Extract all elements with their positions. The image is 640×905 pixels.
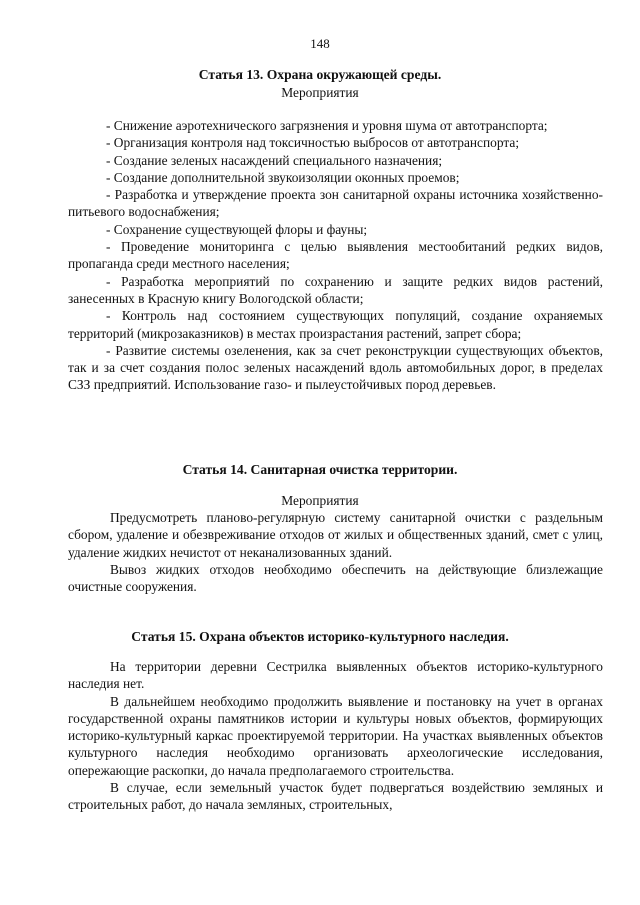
measure-item: - Проведение мониторинга с целью выявления местообитаний редких видов, пропаганда среди местного населения; bbox=[68, 239, 603, 272]
section-15-heading: Статья 15. Охрана объектов историко-культурного наследия. bbox=[131, 629, 509, 644]
section-14-subheading: Мероприятия bbox=[281, 493, 359, 508]
measure-item: - Организация контроля над токсичностью выбросов от автотранспорта; bbox=[106, 135, 520, 151]
body-paragraph: В случае, если земельный участок будет подвергаться воздействию земляных и строительных работ, до начала земляных, строительных, bbox=[68, 780, 603, 813]
measure-item: - Сохранение существующей флоры и фауны; bbox=[106, 221, 368, 237]
body-paragraph: На территории деревни Сестрилка выявленных объектов историко-культурного наследия нет. bbox=[68, 659, 603, 692]
measure-item: - Снижение аэротехнического загрязнения и уровня шума от автотранспорта; bbox=[106, 118, 548, 133]
measure-item: - Создание зеленых насаждений специального назначения; bbox=[106, 152, 443, 168]
section-13-subheading: Мероприятия bbox=[281, 85, 359, 100]
section-14-heading: Статья 14. Санитарная очистка территории. bbox=[182, 462, 458, 477]
section-13-heading: Статья 13. Охрана окружающей среды. bbox=[198, 67, 442, 82]
measure-item: - Разработка и утверждение проекта зон санитарной охраны источника хозяйственно-питьевого водоснабжения; bbox=[68, 187, 603, 220]
measure-item: - Создание дополнительной звукоизоляции оконных проемов; bbox=[106, 169, 460, 185]
section-13-body bbox=[68, 117, 603, 394]
body-paragraph: В дальнейшем необходимо продолжить выявление и постановку на учет в органах государственной охраны памятников истории и культуры новых объектов, формирующих историко-культурный каркас проектируемой территории. На участках выявленных объектов культурного наследия необходимо организовать археологические исследования, опережающие раскопки, до начала предполагаемого строительства. bbox=[68, 693, 603, 778]
section-15-body bbox=[68, 658, 603, 814]
measure-item: - Контроль над состоянием существующих популяций, создание охраняемых территорий (микрозаказников) в местах произрастания растений, запрет сбора; bbox=[68, 308, 603, 341]
page-number: 148 bbox=[310, 36, 330, 51]
section-14-body bbox=[68, 509, 603, 595]
body-paragraph: Предусмотреть планово-регулярную систему санитарной очистки с раздельным сбором, удаление и обезвреживание отходов от жилых и общественных зданий, смет с улиц, удаление жидких нечистот от неканализованных зданий. bbox=[68, 510, 603, 560]
measure-item: - Развитие системы озеленения, как за счет реконструкции существующих объектов, так и за счет создания полос зеленых насаждений вдоль автомобильных дорог, в пределах СЗЗ предприятий. Использование газо- и пылеустойчивых пород деревьев. bbox=[68, 342, 603, 393]
measure-item: - Разработка мероприятий по сохранению и защите редких видов растений, занесенных в Красную книгу Вологодской области; bbox=[68, 273, 603, 306]
body-paragraph: Вывоз жидких отходов необходимо обеспечить на действующие близлежащие очистные сооружения. bbox=[68, 561, 603, 595]
